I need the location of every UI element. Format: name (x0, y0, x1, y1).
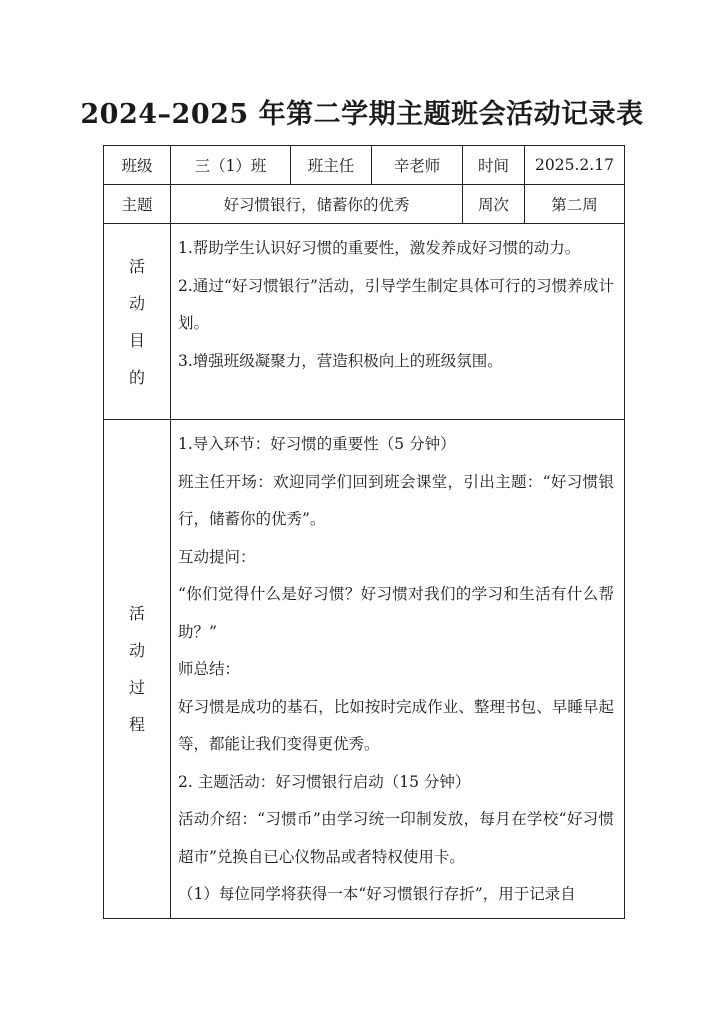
goals-row (104, 224, 625, 420)
goals-content (171, 224, 625, 420)
theme-value: 好习惯银行，储蓄你的优秀 (171, 185, 463, 224)
process-label-char: 过 (128, 677, 145, 697)
record-table (103, 145, 625, 919)
process-paragraph: 互动提问： (178, 547, 256, 566)
goals-label (104, 224, 171, 420)
process-label-char: 活 (128, 603, 145, 623)
time-value: 2025.2.17 (525, 146, 625, 185)
process-paragraph: 班主任开场：欢迎同学们回到班会课堂，引出主题：“好习惯银行，储蓄你的优秀”。 (178, 472, 614, 528)
process-paragraph: 师总结： (178, 660, 241, 678)
process-label (104, 420, 171, 919)
info-row (104, 146, 625, 185)
goal-item: 1.帮助学生认识好习惯的重要性，激发养成好习惯的动力。 (178, 239, 581, 257)
goals-label-char: 活 (128, 256, 145, 276)
process-paragraph: （1）每位同学将获得一本“好习惯银行存折”，用于记录自 (178, 885, 576, 903)
page-title: 2024–2025 年第二学期主题班会活动记录表 (80, 99, 644, 130)
teacher-label: 班主任 (291, 146, 372, 185)
time-label: 时间 (463, 146, 525, 185)
class-value: 三（1）班 (171, 146, 291, 185)
process-content (171, 420, 625, 919)
theme-label: 主题 (104, 185, 171, 224)
process-paragraph: “你们觉得什么是好习惯？好习惯对我们的学习和生活有什么帮助？” (178, 585, 614, 641)
process-row (104, 420, 625, 919)
process-paragraph: 2. 主题活动：好习惯银行启动（15 分钟） (178, 772, 471, 791)
process-paragraph: 活动介绍：“习惯币”由学习统一印制发放，每月在学校“好习惯超市”兑换自已心仪物品或者特权使用卡。 (178, 810, 614, 866)
goals-label-char: 目 (128, 330, 145, 350)
goal-item: 2.通过“好习惯银行”活动，引导学生制定具体可行的习惯养成计划。 (178, 276, 614, 332)
theme-row (104, 185, 625, 224)
goals-label-char: 的 (128, 367, 145, 387)
process-paragraph: 1.导入环节：好习惯的重要性（5 分钟） (178, 435, 456, 453)
process-paragraph: 好习惯是成功的基石，比如按时完成作业、整理书包、早睡早起等，都能让我们变得更优秀。 (178, 697, 614, 753)
teacher-value: 辛老师 (372, 146, 463, 185)
week-value: 第二周 (525, 185, 625, 224)
goal-item: 3.增强班级凝聚力，营造积极向上的班级氛围。 (178, 351, 503, 370)
process-label-char: 程 (128, 714, 145, 734)
goals-label-char: 动 (128, 293, 145, 313)
process-label-char: 动 (128, 640, 145, 660)
class-label: 班级 (104, 146, 171, 185)
week-label: 周次 (463, 185, 525, 224)
